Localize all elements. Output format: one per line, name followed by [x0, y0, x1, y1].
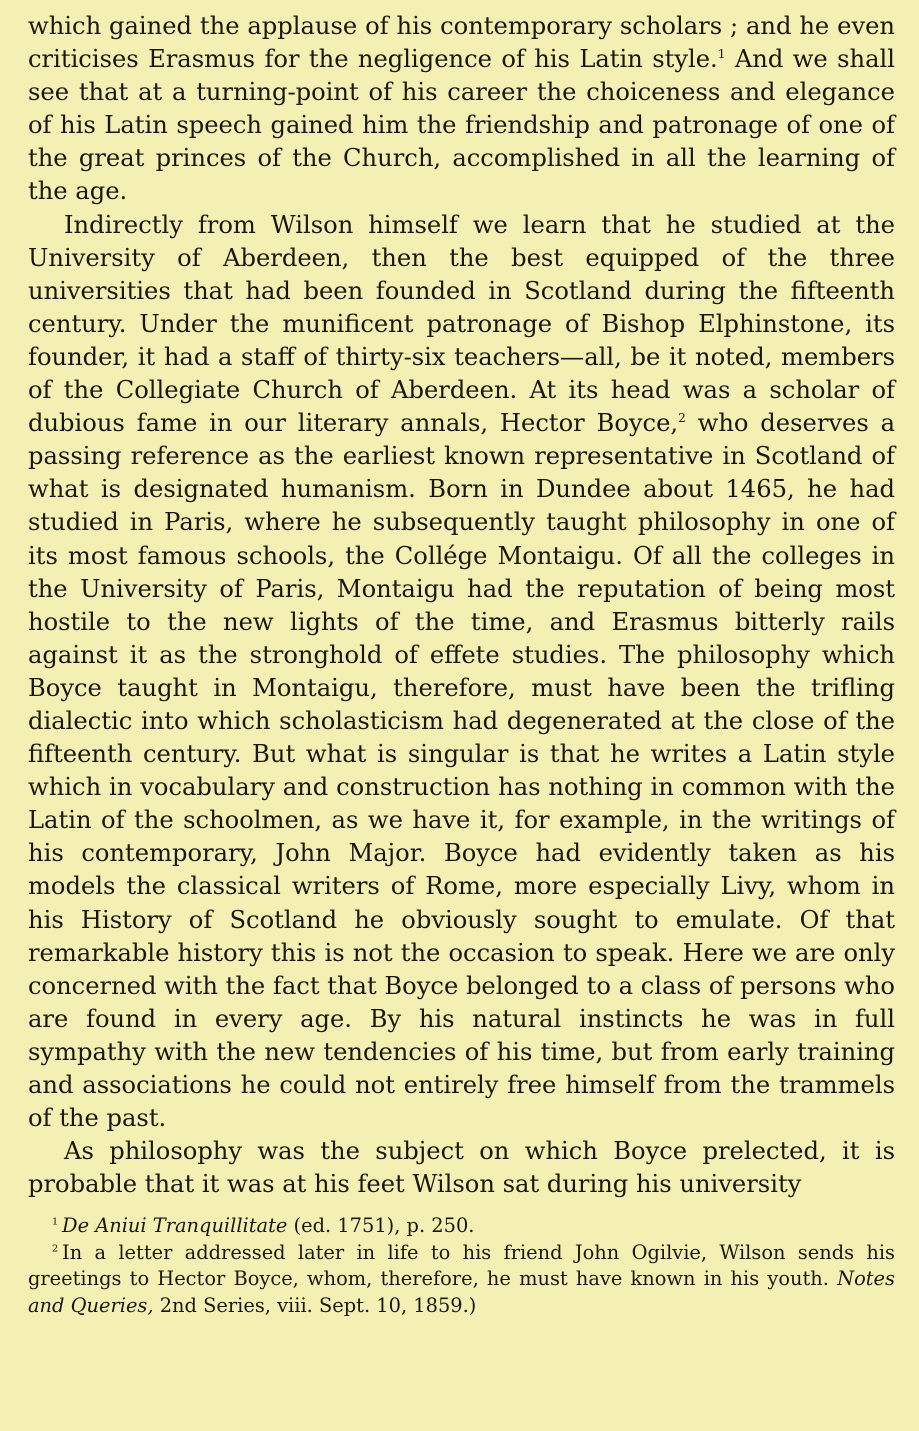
footnote-2 [28, 1240, 895, 1320]
footnote-title: De Aniui Tranquillitate [62, 1214, 288, 1238]
footnote-ref-2: 2 [678, 411, 686, 426]
paragraph-text: who deserves a passing reference as the earliest known representative in Scotland of what is designated humanism. Born in Dundee about 1465, he had studied in Paris, where he subsequently taught philosophy in one of its most famous schools, the Collége Montaigu. Of all the colleges in the University of Paris, Montaigu had the reputation of being most hostile to the new lights of the time, and Erasmus bitterly rails against it as the stronghold of effete studies. The philosophy which Boyce taught in Montaigu, therefore, must have been the trifling dialectic into which scholasticism had degenerated at the close of the fifteenth century. But what is singular is that he writes a Latin style which in vocabulary and construction has nothing in common with the Latin of the schoolmen, as we have it, for example, in the writings of his contemporary, John Major. Boyce had evidently taken as his models the classical writers of Rome, more especially Livy, whom in his History of Scotland he obviously sought to emulate. Of that remarkable history this is not the occasion to speak. Here we are only concerned with the fact that Boyce belonged to a class of persons who are found in every age. By his natural instincts he was in full sympathy with the new tendencies of his time, but from early training and associations he could not entirely free himself from the trammels of the past. [28, 409, 896, 1133]
paragraph-text: Indirectly from Wilson himself we learn that he studied at the University of Aberdeen, then the best equipped of the three universities that had been founded in Scotland during the fifteenth century. Under the munificent patronage of Bishop Elphinstone, its founder, it had a staff of thirty-six teachers—all, be it noted, members of the Collegiate Church of Aberdeen. At its head was a scholar of dubious fame in our literary annals, Hector Boyce, [28, 210, 895, 438]
paragraph-text: which gained the applause of his contemporary scholars ; and he even criticises Erasmus for the negligence of his Latin style. [28, 12, 895, 74]
footnotes [28, 1213, 895, 1319]
paragraph-1 [28, 10, 895, 209]
footnote-1 [28, 1213, 895, 1240]
footnote-text: (ed. 1751), p. 250. [287, 1214, 475, 1238]
footnote-text: In a letter addressed later in life to his friend John Ogilvie, Wilson sends his greetings to Hector Boyce, whom, therefore, he must have known in his youth. [28, 1240, 895, 1291]
footnote-text: 2nd Series, viii. Sept. 10, 1859.) [153, 1293, 477, 1317]
body-text [28, 10, 895, 1201]
paragraph-text: As philosophy was the subject on which Boyce prelected, it is probable that it was at his feet Wilson sat during his university [28, 1137, 895, 1199]
paragraph-3 [28, 1135, 895, 1201]
footnote-ref-1: 1 [717, 47, 726, 62]
footnote-title: Notes and Queries, [28, 1267, 895, 1317]
footnote-marker: 1 [52, 1216, 59, 1228]
footnote-marker: 2 [52, 1243, 59, 1255]
paragraph-text: And we shall see that at a turning-point of his career the choiceness and elegance of his Latin speech gained him the friendship and patronage of one of the great princes of the Church, accomplished in all the learning of the age. [28, 45, 895, 206]
paragraph-2 [28, 209, 895, 1136]
